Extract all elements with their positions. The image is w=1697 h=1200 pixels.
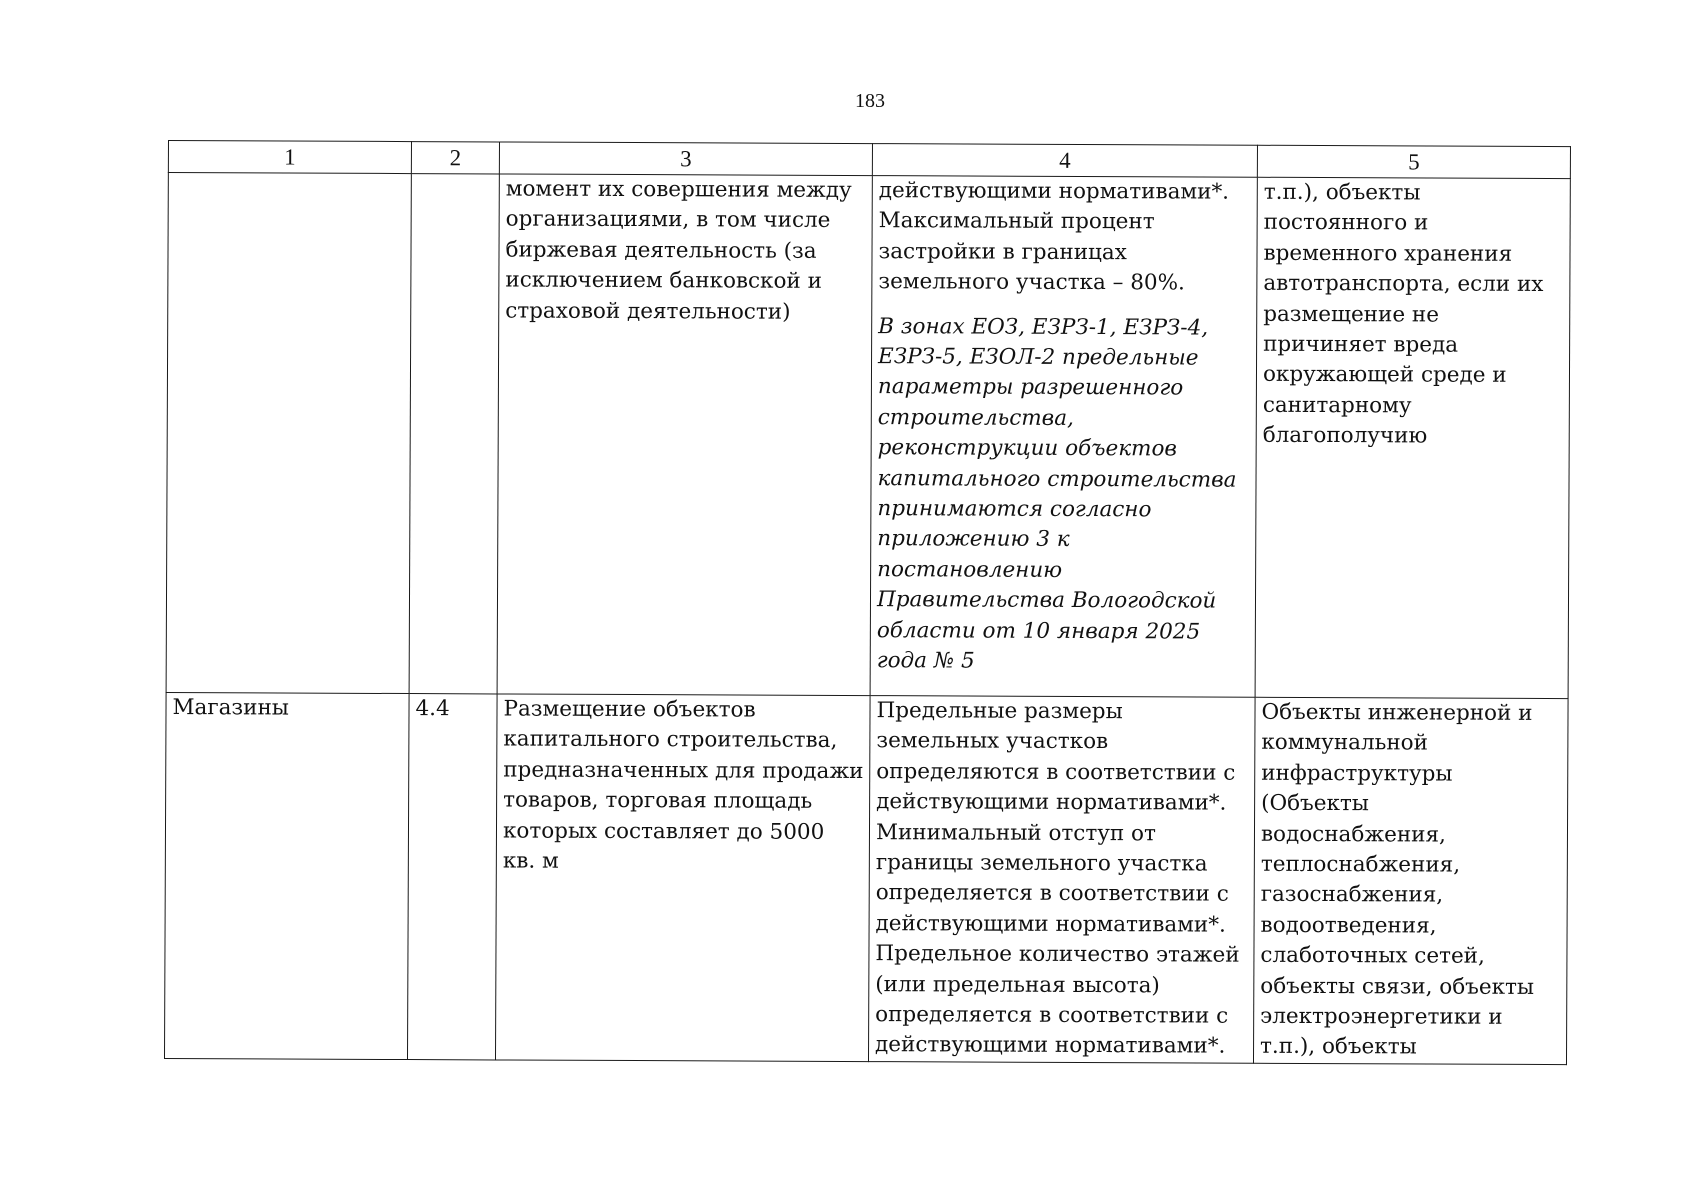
text-line: определяется в соответствии с	[875, 880, 1229, 908]
text-line: окружающей среде и	[1262, 362, 1507, 389]
cell-parameters	[870, 176, 1257, 698]
text-line: электроэнергетики и	[1260, 1003, 1503, 1030]
text-line: действующими нормативами*.	[875, 910, 1226, 938]
text-line: биржевая деятельность (за	[505, 237, 817, 264]
text-line: водоснабжения,	[1260, 821, 1446, 848]
text-line: действующими нормативами*.	[875, 1032, 1226, 1060]
text-line: параметры разрешенного	[877, 374, 1184, 401]
cell-auxiliary-uses	[1253, 697, 1568, 1064]
text-line: В зонах ЕОЗ, ЕЗРЗ-1, ЕЗРЗ-4,	[878, 313, 1209, 341]
text-line: причиняет вреда	[1263, 331, 1459, 358]
text-line: т.п.), объекты	[1263, 179, 1421, 206]
cell-parameters	[868, 696, 1255, 1064]
text-line: Предельные размеры	[876, 698, 1123, 725]
text-line: Размещение объектов	[503, 696, 756, 723]
text-line: водоотведения,	[1260, 912, 1437, 939]
text-line: определяются в соответствии с	[876, 758, 1236, 786]
text-line: кв. м	[502, 848, 559, 874]
cell-use-name	[166, 173, 411, 694]
text-line: года № 5	[876, 648, 975, 674]
text-line: границы земельного участка	[875, 850, 1208, 877]
text-line: автотранспорта, если их	[1263, 270, 1544, 298]
text-line: благополучию	[1262, 423, 1428, 449]
table-row	[166, 173, 1570, 699]
cell-description	[495, 694, 870, 1061]
parameters-italic-note	[877, 312, 1251, 678]
page-number: 183	[855, 90, 885, 112]
cell-description	[497, 174, 872, 696]
text-line: приложению 3 к	[877, 526, 1070, 553]
text-line: инфраструктуры	[1261, 760, 1453, 787]
text-line: теплоснабжения,	[1260, 851, 1461, 878]
cell-code: 4.4	[407, 694, 497, 1060]
text-line: размещение не	[1263, 301, 1440, 328]
text-line: коммунальной	[1261, 730, 1429, 756]
text-line: земельного участка – 80%.	[878, 269, 1185, 296]
text-line: Правительства Вологодской	[876, 587, 1217, 614]
cell-auxiliary-uses	[1255, 177, 1570, 698]
text-line: Минимальный отступ от	[875, 819, 1156, 846]
header-col-1: 1	[168, 141, 411, 174]
text-line: определяется в соответствии с	[875, 1002, 1229, 1029]
text-line: слаботочных сетей,	[1260, 943, 1485, 970]
header-col-4: 4	[872, 144, 1257, 178]
text-line: застройки в границах	[878, 238, 1127, 265]
text-line: капитального строительства,	[503, 726, 838, 754]
text-line: товаров, торговая площадь	[503, 787, 813, 815]
table-row	[164, 692, 1568, 1064]
header-col-2: 2	[411, 142, 499, 174]
text-line: предназначенных для продажи	[503, 757, 864, 784]
text-line: постановлению	[877, 556, 1063, 583]
text-line: действующими нормативами*.	[878, 178, 1230, 205]
text-line: (или предельная высота)	[875, 971, 1160, 998]
text-line: капитального строительства	[877, 465, 1237, 493]
text-line: объекты связи, объекты	[1260, 973, 1535, 1000]
text-line: ЕЗРЗ-5, ЕЗОЛ-2 предельные	[878, 344, 1199, 371]
regulations-table	[164, 140, 1571, 1065]
text-line: газоснабжения,	[1260, 882, 1444, 909]
text-line: т.п.), объекты	[1259, 1034, 1417, 1060]
text-line: временного хранения	[1263, 240, 1513, 267]
text-line: постоянного и	[1263, 210, 1429, 236]
text-line: действующими нормативами*.	[876, 789, 1227, 816]
text-line: страховой деятельности)	[505, 298, 791, 325]
text-line: исключением банковской и	[505, 267, 823, 295]
text-line: реконструкции объектов	[877, 435, 1177, 462]
text-line: принимаются согласно	[877, 496, 1152, 523]
text-line: (Объекты	[1261, 790, 1369, 817]
text-line: санитарному	[1262, 392, 1412, 419]
text-line: земельных участков	[876, 728, 1109, 755]
header-col-5: 5	[1257, 145, 1570, 178]
cell-use-name: Магазины	[164, 692, 409, 1059]
text-line: Максимальный процент	[878, 208, 1155, 235]
header-col-3: 3	[499, 142, 872, 176]
text-line: организациями, в том числе	[505, 206, 831, 234]
cell-code	[409, 174, 499, 694]
parameters-text	[875, 696, 1249, 1062]
text-line: которых составляет до 5000	[502, 818, 825, 845]
text-line: Предельное количество этажей	[875, 941, 1240, 968]
text-line: области от 10 января 2025	[876, 617, 1201, 645]
text-line: момент их совершения между	[505, 176, 852, 203]
text-line: Объекты инженерной и	[1261, 699, 1533, 726]
text-line: строительства,	[877, 404, 1074, 431]
parameters-text	[878, 176, 1251, 299]
